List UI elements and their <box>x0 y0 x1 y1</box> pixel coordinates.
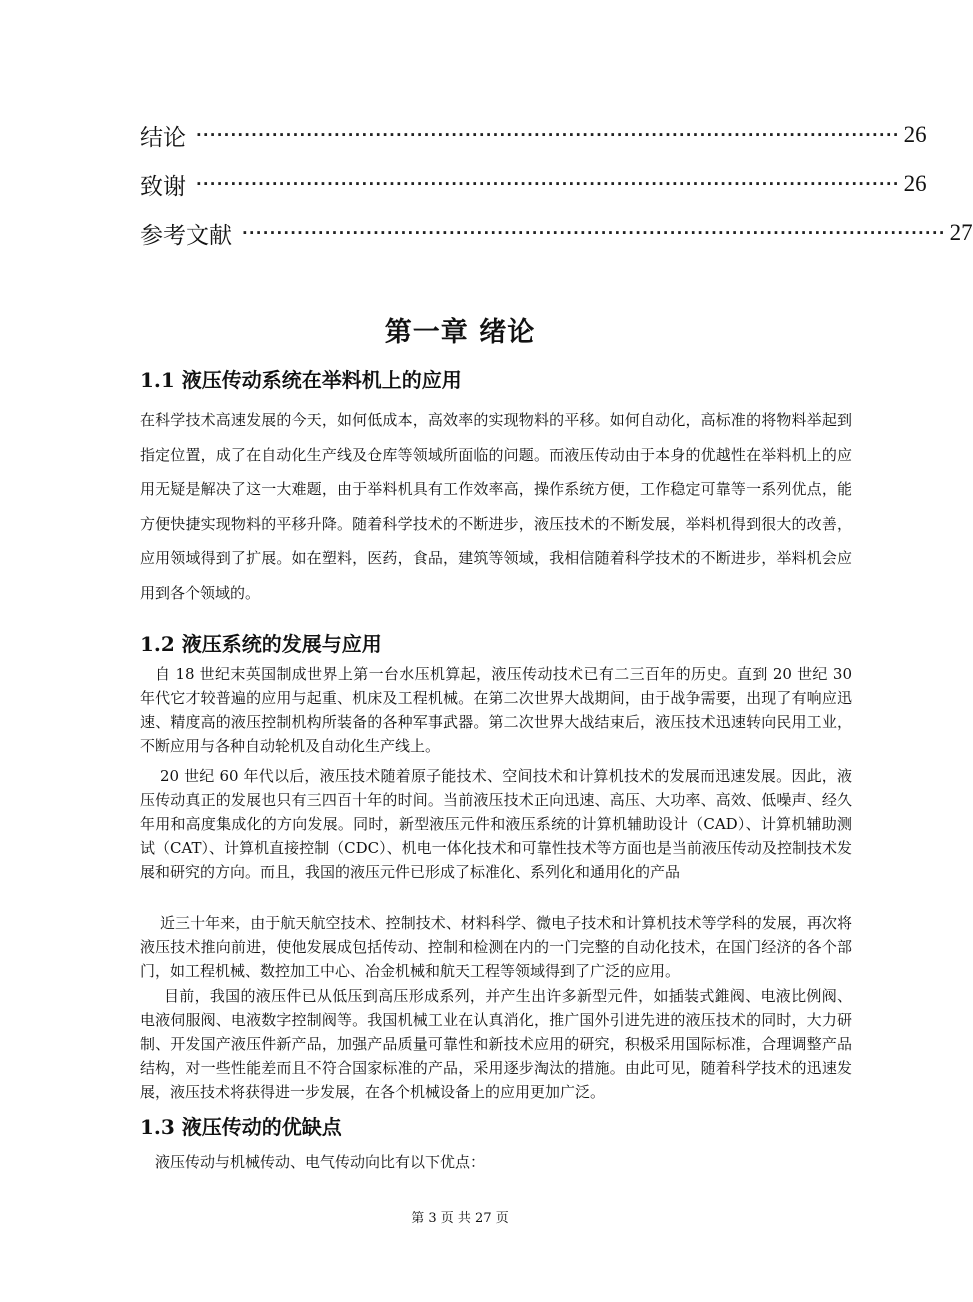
toc-entry-page: 27 <box>949 220 973 245</box>
toc-entry-title: 致谢 <box>140 173 186 200</box>
toc-leader-dots: ······································································································ <box>196 175 900 193</box>
toc-entry-page: 26 <box>903 171 927 196</box>
toc-entry-title: 参考文献 <box>140 222 232 249</box>
toc-entry-acknowledgements[interactable] <box>140 166 927 202</box>
toc-entry-conclusion[interactable] <box>140 117 927 153</box>
section-1-1-paragraph: 在科学技术高速发展的今天，如何低成本，高效率的实现物料的平移。如何自动化，高标准的将物料举起到指定位置，成了在自动化生产线及仓库等领域所面临的问题。而液压传动由于本身的优越性在举料机上的应用无疑是解决了这一大难题，由于举料机具有工作效率高，操作系统方便，工作稳定可靠等一系列优点，能方便快捷实现物料的平移升降。随着科学技术的不断进步，液压技术的不断发展，举料机得到很大的改善，应用领域得到了扩展。如在塑料，医药，食品，建筑等领域，我相信随着科学技术的不断进步，举料机会应用到各个领域的。 <box>140 411 852 602</box>
toc-entry-references[interactable] <box>140 215 973 251</box>
toc-entry-title: 结论 <box>140 124 186 151</box>
section-heading-1-1: 1.1 液压传动系统在举料机上的应用 <box>140 368 462 392</box>
section-1-2-paragraph: 近三十年来，由于航天航空技术、控制技术、材料科学、微电子技术和计算机技术等学科的发展，再次将液压技术推向前进，使他发展成包括传动、控制和检测在内的一门完整的自动化技术，在国门经济的各个部门，如工程机械、数控加工中心、冶金机械和航天工程等领域得到了广泛的应用。 <box>140 914 852 980</box>
section-heading-1-2: 1.2 液压系统的发展与应用 <box>140 632 382 656</box>
toc-leader-dots: ······································································································ <box>242 224 946 242</box>
toc-entry-page: 26 <box>903 122 927 147</box>
section-1-2-paragraph: 20 世纪 60 年代以后，液压技术随着原子能技术、空间技术和计算机技术的发展而迅速发展。因此，液压传动真正的发展也只有三四百十年的时间。当前液压技术正向迅速、高压、大功率、高效、低噪声、经久年用和高度集成化的方向发展。同时，新型液压元件和液压系统的计算机辅助设计（CAD）、计算机辅助测试（CAT）、计算机直接控制（CDC）、机电一体化技术和可靠性技术等方面也是当前液压传动及控制技术发展和研究的方向。而且，我国的液压元件已形成了标准化、系列化和通用化的产品 <box>140 767 852 881</box>
page-footer: 第 3 页 共 27 页 <box>411 1211 509 1226</box>
section-1-2-paragraph: 目前，我国的液压件已从低压到高压形成系列，并产生出许多新型元件，如插装式錐阀、电液比例阀、电液伺服阀、电液数字控制阀等。我国机械工业在认真消化，推广国外引进先进的液压技术的同时，大力研制、开发国产液压件新产品，加强产品质量可靠性和新技术应用的研究，积极采用国际标准，合理调整产品结构，对一些性能差而且不符合国家标准的产品，采用逐步淘汰的措施。由此可见，随着科学技术的迅速发展，液压技术将获得进一步发展，在各个机械设备上的应用更加广泛。 <box>140 987 852 1101</box>
section-heading-1-3: 1.3 液压传动的优缺点 <box>140 1115 342 1139</box>
section-1-3-paragraph: 液压传动与机械传动、电气传动向比有以下优点： <box>155 1153 486 1171</box>
toc-leader-dots: ······································································································ <box>196 126 900 144</box>
chapter-title: 第一章 绪论 <box>384 317 536 348</box>
section-1-2-paragraph: 自 18 世纪末英国制成世界上第一台水压机算起，液压传动技术已有二三百年的历史。直到 20 世纪 30 年代它才较普遍的应用与起重、机床及工程机械。在第二次世界大战期间，由于战争需要，出现了有响应迅速、精度高的液压控制机构所装备的各种军事武器。第二次世界大战结束后，液压技术迅速转向民用工业，不断应用与各种自动轮机及自动化生产线上。 <box>140 665 852 755</box>
